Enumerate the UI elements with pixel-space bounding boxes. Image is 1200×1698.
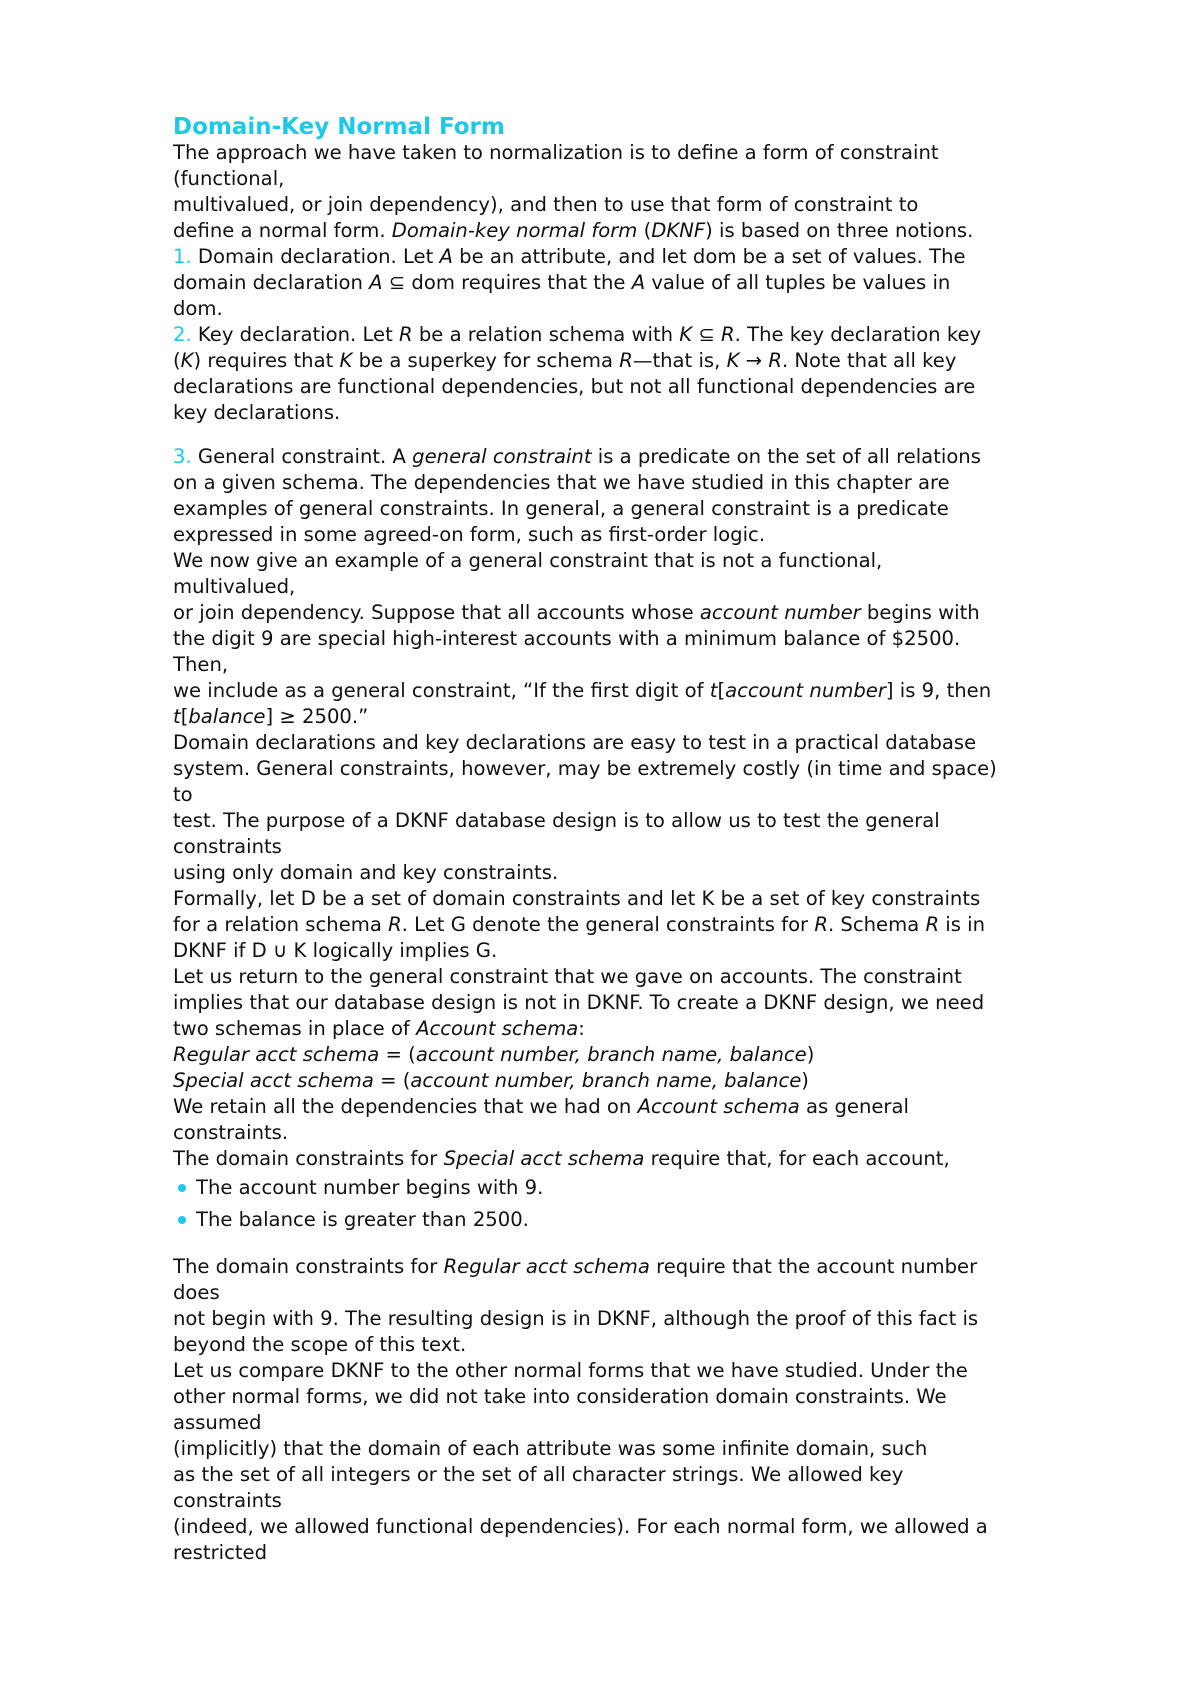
- term-italic: Regular acct schema: [443, 1255, 650, 1278]
- text-line: not begin with 9. The resulting design is in DKNF, although the proof of this fact is: [173, 1307, 979, 1330]
- text-span: General constraint. A: [191, 445, 413, 468]
- text-line: (indeed, we allowed functional dependencies). For each normal form, we allowed a: [173, 1515, 988, 1538]
- var-italic: K: [339, 349, 353, 372]
- term-italic: general constraint: [412, 445, 592, 468]
- text-line: Let us return to the general constraint that we gave on accounts. The constraint: [173, 965, 962, 988]
- bullet-text: The account number begins with 9.: [196, 1176, 544, 1199]
- text-line: (implicitly) that the domain of each attribute was some infinite domain, such: [173, 1437, 928, 1460]
- text-span: domain declaration: [173, 271, 370, 294]
- text-span: = (: [373, 1069, 411, 1092]
- retain-paragraph: [173, 1094, 1133, 1172]
- schema-regular: [173, 1042, 1133, 1068]
- return-paragraph: [173, 964, 1133, 1042]
- term-abbrev-italic: DKNF: [651, 219, 706, 242]
- text-span: :: [578, 1017, 585, 1040]
- text-line: other normal forms, we did not take into consideration domain constraints. We: [173, 1385, 947, 1408]
- text-line: constraints: [173, 1489, 282, 1512]
- notion-item-2: [173, 322, 1133, 426]
- var-italic: R: [925, 913, 940, 936]
- var-italic: R: [388, 913, 402, 936]
- var-italic: R: [768, 349, 782, 372]
- text-span: . The key declaration key: [734, 323, 982, 346]
- text-span: Domain declaration. Let: [191, 245, 440, 268]
- cost-paragraph: [173, 730, 1133, 886]
- regular-paragraph: [173, 1254, 1133, 1358]
- text-span: require that the account number: [649, 1255, 978, 1278]
- notion-item-3: [173, 444, 1133, 548]
- var-italic: R: [399, 323, 413, 346]
- text-line: [173, 1146, 1133, 1172]
- text-line: multivalued,: [173, 575, 296, 598]
- var-italic: R: [814, 913, 828, 936]
- text-line: declarations are functional dependencies, but not all functional dependencies are: [173, 375, 976, 398]
- schema-name-italic: Special acct schema: [173, 1069, 374, 1092]
- term-italic: account number: [699, 601, 861, 624]
- text-span: ) requires that: [193, 349, 340, 372]
- text-span: be an attribute, and let dom be a set of values. The: [452, 245, 966, 268]
- text-line: multivalued, or join dependency), and then to use that form of constraint to: [173, 193, 919, 216]
- text-span: ⊆ dom requires that the: [382, 271, 632, 294]
- text-line: (functional,: [173, 167, 285, 190]
- text-line: Domain declarations and key declarations are easy to test in a practical database: [173, 731, 977, 754]
- text-line: [173, 270, 1133, 296]
- text-line: [173, 244, 1133, 270]
- formal-paragraph: [173, 886, 1133, 964]
- text-span: two schemas in place of: [173, 1017, 417, 1040]
- text-line: We now give an example of a general constraint that is not a functional,: [173, 549, 883, 572]
- text-line: restricted: [173, 1541, 268, 1564]
- text-span: [: [180, 705, 189, 728]
- text-span: . Let G denote the general constraints for: [401, 913, 815, 936]
- text-line: the digit 9 are special high-interest accounts with a minimum balance of $2500.: [173, 627, 961, 650]
- intro-paragraph: [173, 140, 1133, 244]
- var-italic: A: [631, 271, 646, 294]
- text-span: ] is 9, then: [885, 679, 992, 702]
- paragraph-gap: [173, 1236, 1133, 1254]
- term-dknf-italic: Domain-key normal form: [391, 219, 638, 242]
- item-number: 3.: [173, 445, 192, 468]
- text-line: dom.: [173, 297, 223, 320]
- text-span: is a predicate on the set of all relations: [591, 445, 981, 468]
- text-line: [173, 1094, 1133, 1120]
- text-span: ): [806, 1043, 815, 1066]
- text-line: Then,: [173, 653, 229, 676]
- text-line: expressed in some agreed-on form, such as first-order logic.: [173, 523, 766, 546]
- term-italic: Account schema: [637, 1095, 800, 1118]
- text-span: (: [637, 219, 652, 242]
- text-line: using only domain and key constraints.: [173, 861, 559, 884]
- text-line: beyond the scope of this text.: [173, 1333, 467, 1356]
- text-line: on a given schema. The dependencies that we have studied in this chapter are: [173, 471, 950, 494]
- text-span: . Note that all key: [781, 349, 957, 372]
- text-span: define a normal form.: [173, 219, 392, 242]
- term-italic: account number: [725, 679, 886, 702]
- var-italic: t: [173, 705, 181, 728]
- text-span: as general: [799, 1095, 909, 1118]
- text-line: The approach we have taken to normalization is to define a form of constraint: [173, 141, 939, 164]
- text-span: —that is,: [632, 349, 727, 372]
- var-italic: K: [726, 349, 740, 372]
- bullet-list: [173, 1172, 1133, 1236]
- text-span: is in: [939, 913, 986, 936]
- schema-special: [173, 1068, 1133, 1094]
- term-italic: Account schema: [416, 1017, 579, 1040]
- text-line: assumed: [173, 1411, 262, 1434]
- var-italic: K: [180, 349, 194, 372]
- text-span: We retain all the dependencies that we had on: [173, 1095, 638, 1118]
- text-line: [173, 704, 1133, 730]
- text-span: [: [717, 679, 726, 702]
- text-span: ) is based on three notions.: [705, 219, 974, 242]
- bullet-dot-icon: [178, 1184, 186, 1192]
- text-line: system. General constraints, however, may be extremely costly (in time and space): [173, 757, 997, 780]
- notion-item-1: [173, 244, 1133, 322]
- text-line: constraints.: [173, 1121, 289, 1144]
- text-line: key declarations.: [173, 401, 341, 424]
- example-paragraph: [173, 548, 1133, 730]
- text-line: does: [173, 1281, 220, 1304]
- schema-name-italic: Regular acct schema: [173, 1043, 380, 1066]
- text-line: [173, 1016, 1133, 1042]
- text-span: require that, for each account,: [644, 1147, 950, 1170]
- term-italic: balance: [188, 705, 266, 728]
- text-line: DKNF if D ∪ K logically implies G.: [173, 939, 498, 962]
- text-span: (: [173, 349, 181, 372]
- item-number: 2.: [173, 323, 192, 346]
- bullet-item: [173, 1172, 1133, 1204]
- var-italic: R: [619, 349, 633, 372]
- text-span: value of all tuples be values in: [645, 271, 951, 294]
- text-span: for a relation schema: [173, 913, 389, 936]
- schema-attrs-italic: account number, branch name, balance: [415, 1043, 807, 1066]
- text-line: as the set of all integers or the set of all character strings. We allowed key: [173, 1463, 904, 1486]
- var-italic: K: [679, 323, 693, 346]
- item-number: 1.: [173, 245, 192, 268]
- text-span: or join dependency. Suppose that all accounts whose: [173, 601, 700, 624]
- text-line: [173, 600, 1133, 626]
- text-span: . Schema: [827, 913, 926, 936]
- text-span: be a relation schema with: [412, 323, 680, 346]
- text-span: ⊆: [692, 323, 722, 346]
- text-span: = (: [379, 1043, 416, 1066]
- bullet-dot-icon: [178, 1216, 186, 1224]
- text-line: [173, 322, 1133, 348]
- bullet-item: [173, 1204, 1133, 1236]
- text-span: be a superkey for schema: [352, 349, 620, 372]
- text-span: we include as a general constraint, “If the first digit of: [173, 679, 710, 702]
- text-line: Formally, let D be a set of domain constraints and let K be a set of key constraints: [173, 887, 981, 910]
- text-line: [173, 444, 1133, 470]
- text-line: implies that our database design is not in DKNF. To create a DKNF design, we need: [173, 991, 985, 1014]
- text-span: The domain constraints for: [173, 1147, 444, 1170]
- text-span: begins with: [860, 601, 980, 624]
- var-italic: A: [369, 271, 383, 294]
- bullet-text: The balance is greater than 2500.: [196, 1208, 529, 1231]
- text-line: Let us compare DKNF to the other normal forms that we have studied. Under the: [173, 1359, 968, 1382]
- var-italic: t: [709, 679, 718, 702]
- paragraph-gap: [173, 426, 1133, 444]
- text-line: to: [173, 783, 193, 806]
- text-line: [173, 218, 1133, 244]
- var-italic: R: [721, 323, 735, 346]
- term-italic: Special acct schema: [443, 1147, 645, 1170]
- section-title: Domain-Key Normal Form: [173, 114, 505, 140]
- compare-paragraph: [173, 1358, 1133, 1566]
- text-span: ] ≥ 2500.”: [265, 705, 369, 728]
- text-line: examples of general constraints. In general, a general constraint is a predicate: [173, 497, 949, 520]
- text-span: Key declaration. Let: [191, 323, 399, 346]
- text-line: [173, 678, 1133, 704]
- text-line: [173, 912, 1133, 938]
- document-page: [173, 112, 1133, 1566]
- text-span: →: [739, 349, 769, 372]
- text-line: constraints: [173, 835, 282, 858]
- var-italic: A: [439, 245, 453, 268]
- text-line: [173, 1254, 1133, 1280]
- text-span: ): [801, 1069, 809, 1092]
- schema-attrs-italic: account number, branch name, balance: [410, 1069, 802, 1092]
- text-line: test. The purpose of a DKNF database design is to allow us to test the general: [173, 809, 940, 832]
- text-span: The domain constraints for: [173, 1255, 444, 1278]
- text-line: [173, 348, 1133, 374]
